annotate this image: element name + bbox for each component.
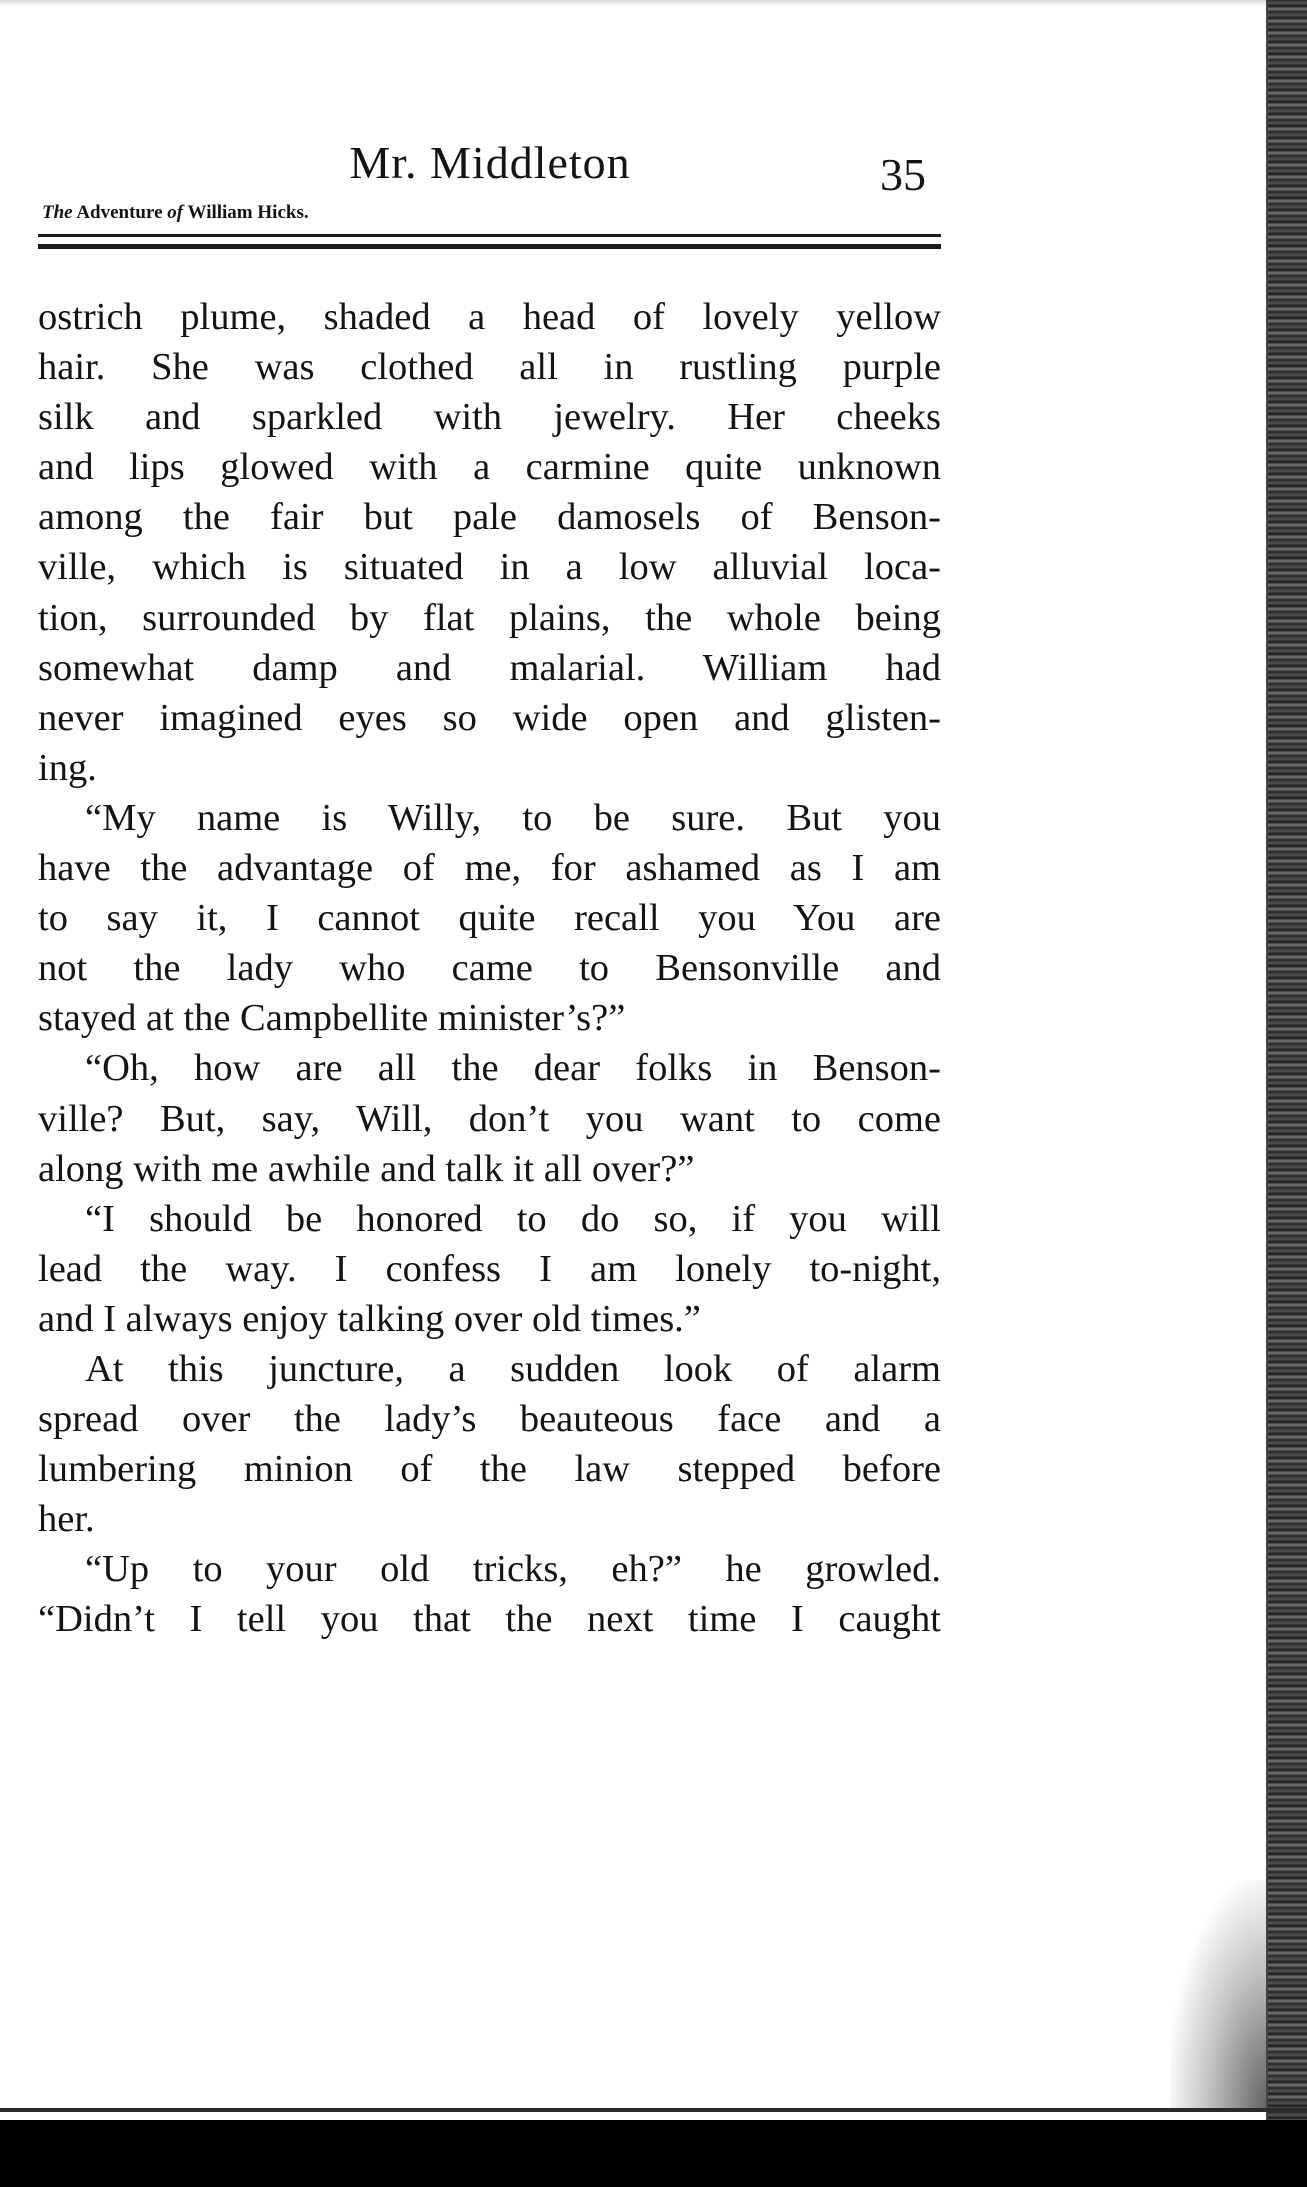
page-number: 35: [880, 149, 926, 200]
text-line: ville? But, say, Will, don’t you want to come: [38, 1097, 941, 1140]
bottom-scan-rule: [0, 2108, 1307, 2112]
text-line: “I should be honored to do so, if you will: [85, 1197, 941, 1240]
text-line: spread over the lady’s beauteous face and a: [38, 1398, 941, 1441]
running-title: Mr. Middleton: [349, 137, 631, 188]
text-line: have the advantage of me, for ashamed as I am: [38, 847, 941, 890]
text-line: among the fair but pale damosels of Benson-: [38, 496, 941, 539]
text-line: hair. She was clothed all in rustling purple: [38, 346, 941, 389]
text-line: silk and sparkled with jewelry. Her cheeks: [38, 396, 941, 439]
text-line: “Didn’t I tell you that the next time I caught: [38, 1598, 941, 1641]
scan-top-edge: [0, 0, 1307, 6]
series-title-of: of: [167, 202, 184, 223]
text-line: somewhat damp and malarial. William had: [38, 646, 941, 689]
binding-edge: [1266, 0, 1307, 2187]
text-line: stayed at the Campbellite minister’s?”: [38, 997, 626, 1040]
text-line: “My name is Willy, to be sure. But you: [85, 796, 941, 839]
text-line: At this juncture, a sudden look of alarm: [85, 1347, 941, 1390]
text-line: ing.: [38, 746, 97, 789]
binding-shadow: [1170, 1880, 1270, 2110]
series-title-prefix: The: [42, 202, 73, 223]
text-line: ville, which is situated in a low alluvial loca-: [38, 546, 941, 589]
series-title-middle: Adventure: [76, 202, 163, 223]
text-line: not the lady who came to Bensonville and: [38, 947, 941, 990]
text-line: lead the way. I confess I am lonely to-night,: [38, 1247, 941, 1290]
text-line: along with me awhile and talk it all over?”: [38, 1147, 695, 1190]
text-line: “Oh, how are all the dear folks in Benson-: [85, 1047, 941, 1090]
series-title: [42, 202, 309, 224]
text-line: her.: [38, 1498, 95, 1541]
text-line: “Up to your old tricks, eh?” he growled.: [85, 1548, 941, 1591]
text-line: never imagined eyes so wide open and glisten-: [38, 696, 941, 739]
header-rule-thick: [38, 244, 941, 249]
header-rule-thin: [38, 234, 941, 237]
text-line: ostrich plume, shaded a head of lovely yellow: [38, 296, 941, 338]
text-line: lumbering minion of the law stepped before: [38, 1448, 941, 1491]
text-line: and lips glowed with a carmine quite unknown: [38, 446, 941, 489]
series-title-suffix: William Hicks.: [187, 202, 309, 223]
bottom-scan-border: [0, 2120, 1307, 2187]
text-line: tion, surrounded by flat plains, the whole being: [38, 596, 941, 639]
body-text: [38, 292, 941, 1645]
text-line: to say it, I cannot quite recall you You are: [38, 897, 941, 940]
text-line: and I always enjoy talking over old times.”: [38, 1297, 701, 1340]
